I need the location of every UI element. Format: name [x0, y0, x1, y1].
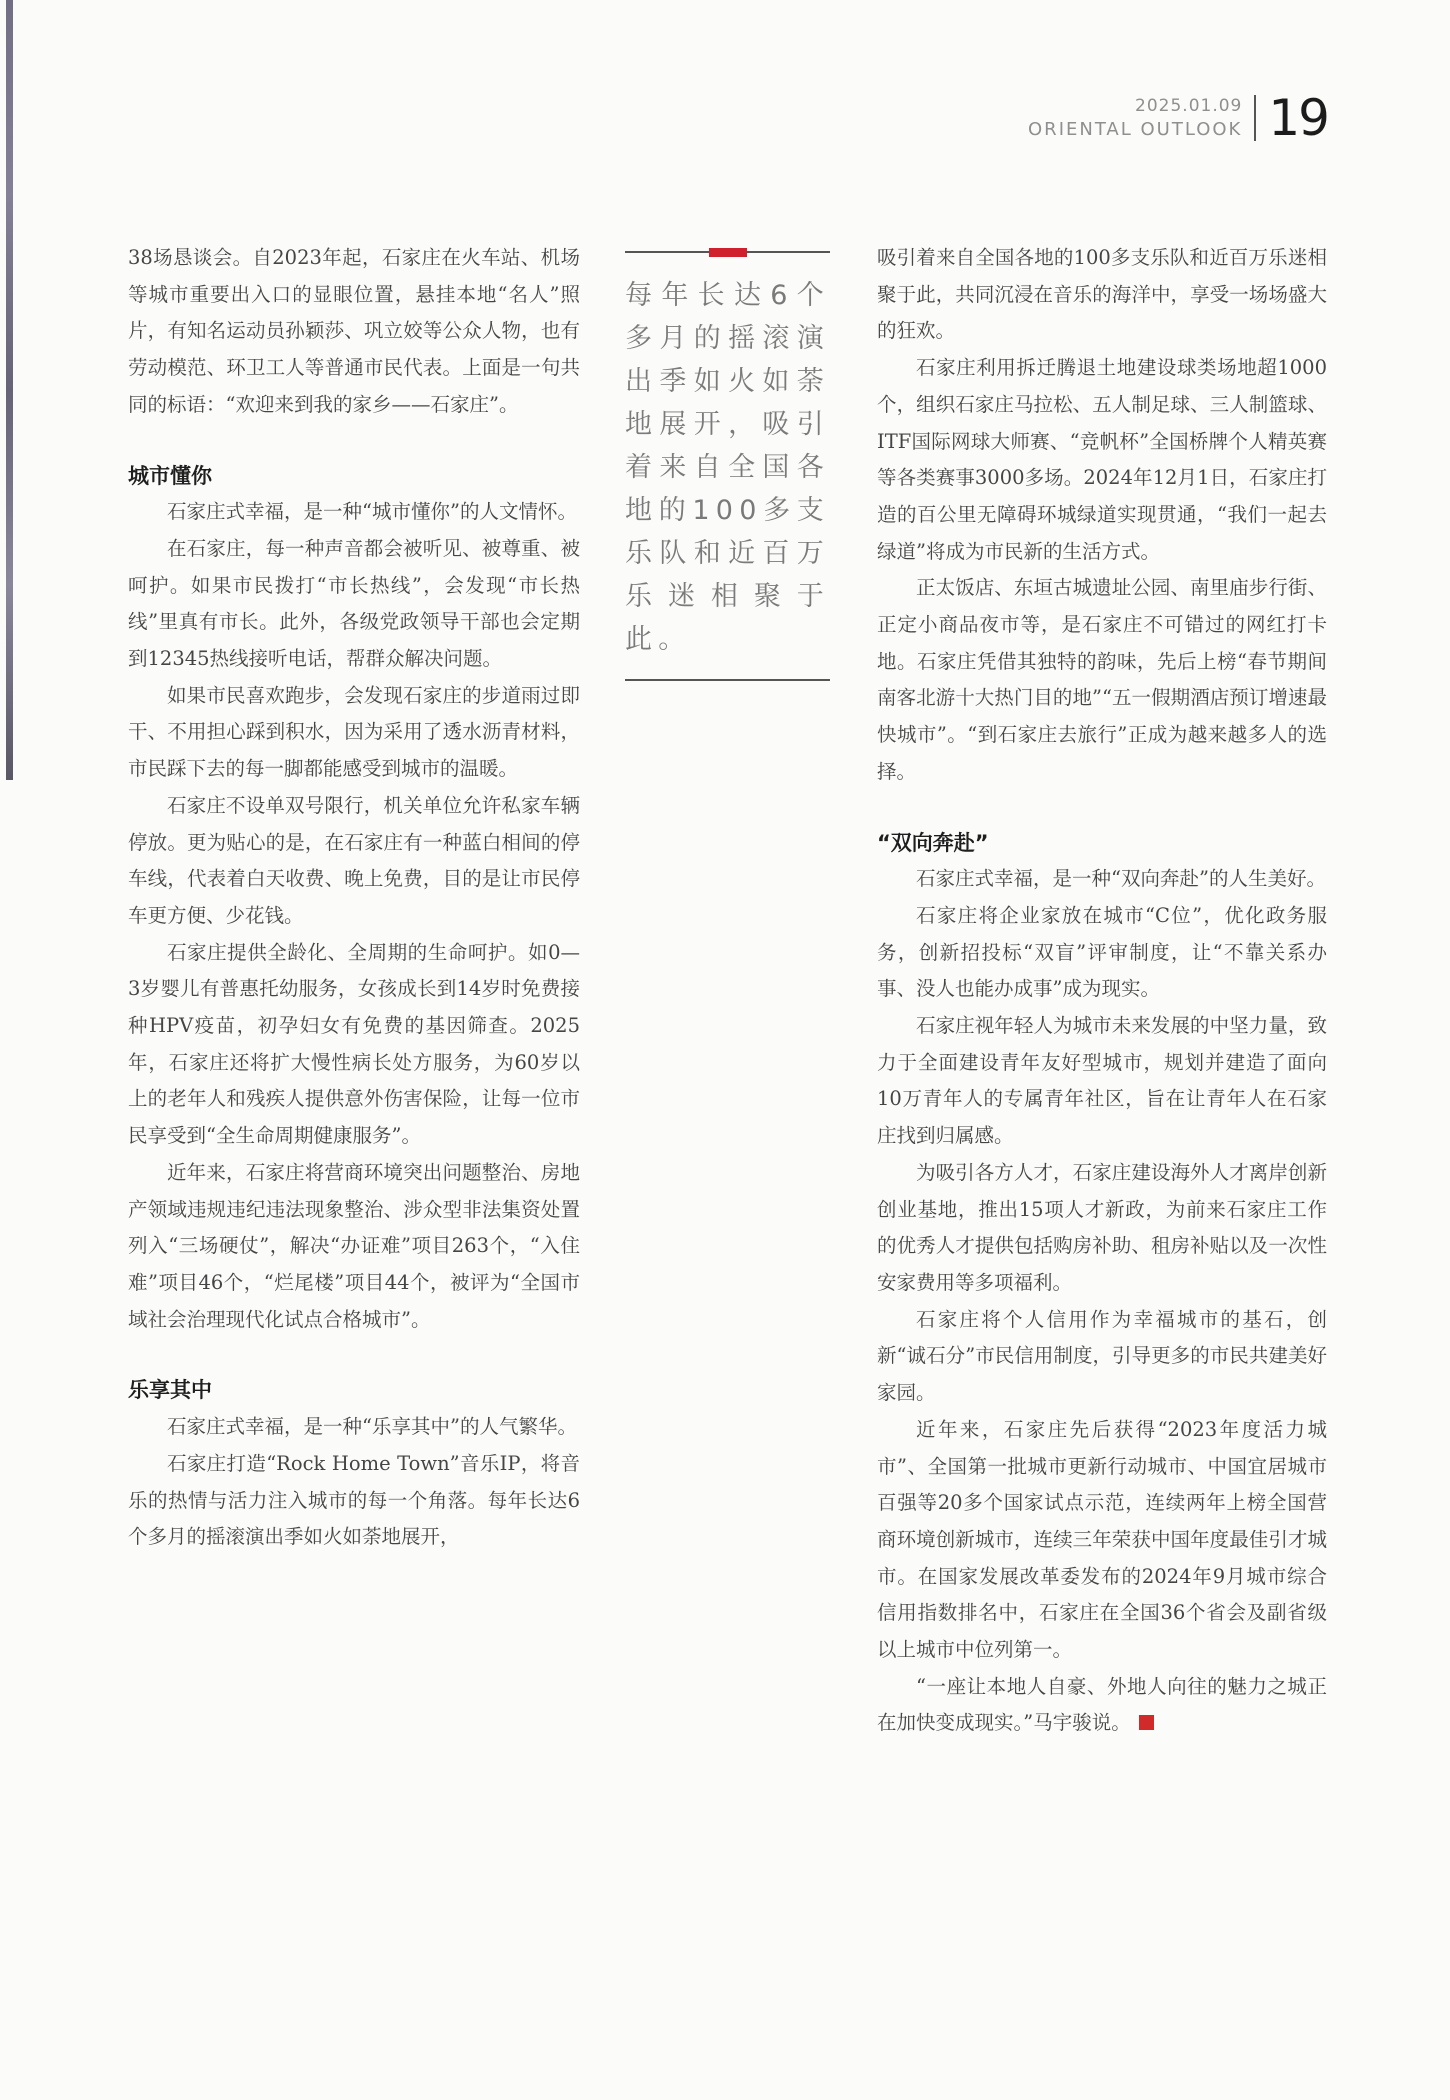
closing-quote: “一座让本地人自豪、外地人向往的魅力之城正在加快变成现实。”马宇骏说。 [877, 1674, 1327, 1735]
paragraph: 石家庄提供全龄化、全周期的生命呵护。如0—3岁婴儿有普惠托幼服务，女孩成长到14岁时免费接种HPV疫苗，初孕妇女有免费的基因筛查。2025年，石家庄还将扩大慢性病长处方服务，为60岁以上的老年人和残疾人提供意外伤害保险，让每一位市民享受到“全生命周期健康服务”。 [128, 940, 580, 1148]
paragraph: 石家庄打造“Rock Home Town”音乐IP，将音乐的热情与活力注入城市的每一个角落。每年长达6个多月的摇滚演出季如火如荼地展开， [128, 1451, 580, 1549]
paragraph: 石家庄式幸福，是一种“乐享其中”的人气繁华。 [167, 1415, 577, 1439]
section-heading: “双向奔赴” [877, 830, 989, 855]
section-heading: 乐享其中 [128, 1378, 212, 1403]
publication-name: ORIENTAL OUTLOOK [1028, 119, 1243, 140]
paragraph: 正太饭店、东垣古城遗址公园、南里庙步行街、正定小商品夜市等，是石家庄不可错过的网红打卡地。石家庄凭借其独特的韵味，先后上榜“春节期间南客北游十大热门目的地”“五一假期酒店预订增速最快城市”。“到石家庄去旅行”正成为越来越多人的选择。 [877, 576, 1327, 783]
paragraph: 石家庄不设单双号限行，机关单位允许私家车辆停放。更为贴心的是，在石家庄有一种蓝白相间的停车线，代表着白天收费、晚上免费，目的是让市民停车更方便、少花钱。 [128, 793, 580, 927]
closing-paragraph [877, 1669, 1327, 1742]
pull-quote-text: 每年长达6个多月的摇滚演出季如火如荼地展开，吸引着来自全国各地的100多支乐队和近百万乐迷相聚于此。 [625, 280, 830, 655]
pull-quote [625, 248, 830, 681]
page-header [1028, 89, 1328, 147]
pull-quote-bottom-rule [625, 679, 830, 681]
paragraph: 吸引着来自全国各地的100多支乐队和近百万乐迷相聚于此，共同沉浸在音乐的海洋中，享受一场场盛大的狂欢。 [877, 246, 1327, 343]
paragraph: 如果市民喜欢跑步，会发现石家庄的步道雨过即干、不用担心踩到积水，因为采用了透水沥青材料，市民踩下去的每一脚都能感受到城市的温暖。 [128, 683, 580, 781]
paragraph: 近年来，石家庄先后获得“2023年度活力城市”、全国第一批城市更新行动城市、中国宜居城市百强等20多个国家试点示范，连续两年上榜全国营商环境创新城市，连续三年荣获中国年度最佳引才城市。在国家发展改革委发布的2024年9月城市综合信用指数排名中，石家庄在全国36个省会及副省级以上城市中位列第一。 [877, 1417, 1327, 1662]
paragraph: 近年来，石家庄将营商环境突出问题整治、房地产领域违规违纪违法现象整治、涉众型非法集资处置列入“三场硬仗”，解决“办证难”项目263个，“入住难”项目46个，“烂尾楼”项目44个，被评为“全国市域社会治理现代化试点合格城市”。 [128, 1160, 580, 1331]
header-divider [1254, 95, 1256, 141]
left-column [128, 240, 580, 1556]
paragraph: 石家庄式幸福，是一种“双向奔赴”的人生美好。 [916, 867, 1326, 891]
end-mark-icon [1139, 1715, 1154, 1730]
section-heading: 城市懂你 [128, 463, 212, 488]
paragraph: 石家庄利用拆迁腾退土地建设球类场地超1000个，组织石家庄马拉松、五人制足球、三人制篮球、ITF国际网球大师赛、“竞帆杯”全国桥牌个人精英赛等各类赛事3000多场。2024年12月1日，石家庄打造的百公里无障碍环城绿道实现贯通，“我们一起去绿道”将成为市民新的生活方式。 [877, 356, 1327, 563]
paragraph: 石家庄式幸福，是一种“城市懂你”的人文情怀。 [167, 500, 577, 524]
paragraph: 石家庄将企业家放在城市“C位”，优化政务服务，创新招投标“双盲”评审制度，让“不靠关系办事、没人也能办成事”成为现实。 [877, 903, 1327, 1001]
issue-date: 2025.01.09 [1135, 96, 1243, 116]
binding-edge [6, 0, 13, 780]
pull-quote-accent [709, 248, 747, 257]
page-number: 19 [1268, 89, 1328, 147]
paragraph: 38场恳谈会。自2023年起，石家庄在火车站、机场等城市重要出入口的显眼位置，悬挂本地“名人”照片，有知名运动员孙颖莎、巩立姣等公众人物，也有劳动模范、环卫工人等普通市民代表。上面是一句共同的标语：“欢迎来到我的家乡——石家庄”。 [128, 246, 580, 416]
paragraph: 石家庄将个人信用作为幸福城市的基石，创新“诚石分”市民信用制度，引导更多的市民共建美好家园。 [877, 1307, 1327, 1405]
right-column [877, 240, 1327, 1742]
paragraph: 在石家庄，每一种声音都会被听见、被尊重、被呵护。如果市民拨打“市长热线”，会发现“市长热线”里真有市长。此外，各级党政领导干部也会定期到12345热线接听电话，帮群众解决问题。 [128, 536, 580, 671]
paragraph: 石家庄视年轻人为城市未来发展的中坚力量，致力于全面建设青年友好型城市，规划并建造了面向10万青年人的专属青年社区，旨在让青年人在石家庄找到归属感。 [877, 1014, 1327, 1148]
pull-quote-top-rule [625, 248, 830, 256]
paragraph: 为吸引各方人才，石家庄建设海外人才离岸创新创业基地，推出15项人才新政，为前来石家庄工作的优秀人才提供包括购房补助、租房补贴以及一次性安家费用等多项福利。 [877, 1160, 1327, 1294]
header-text [1028, 95, 1242, 141]
